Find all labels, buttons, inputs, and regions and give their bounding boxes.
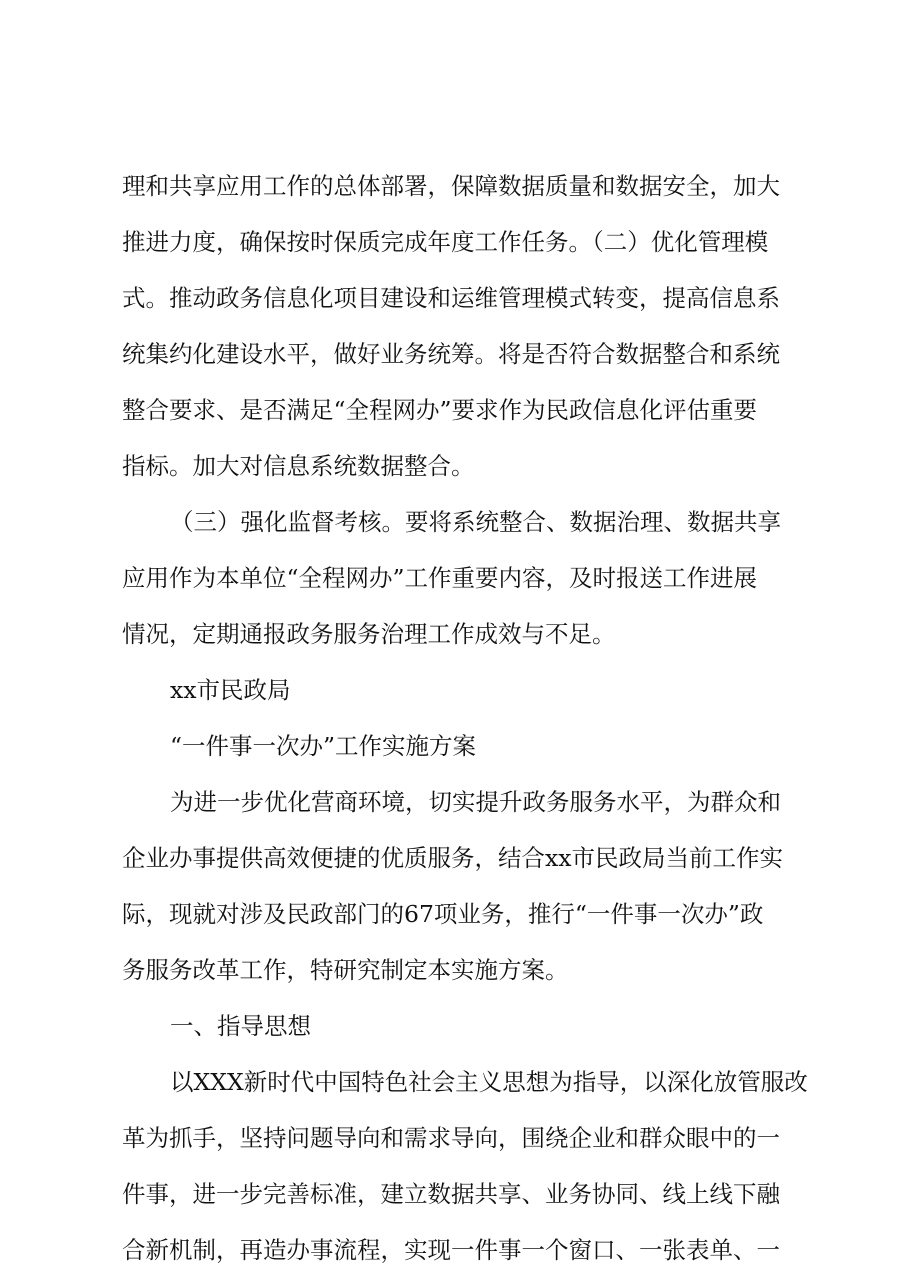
text-line: 以XXX新时代中国特色社会主义思想为指导，以深化放管服改 [170,1068,808,1096]
text-line: 统集约化建设水平，做好业务统筹。将是否符合数据整合和系统 [122,340,780,368]
text-line: 为进一步优化营商环境，切实提升政务服务水平，为群众和 [170,788,781,816]
issuer-line: xx市民政局 [170,676,291,704]
text-line: 推进力度，确保按时保质完成年度工作任务。（二）优化管理模 [122,228,769,256]
text-line: 整合要求、是否满足“全程网办”要求作为民政信息化评估重要 [122,396,758,424]
text-line: 革为抓手，坚持问题导向和需求导向，围绕企业和群众眼中的一 [122,1124,780,1152]
section-heading: 一、指导思想 [170,1012,311,1040]
text-line: 际，现就对涉及民政部门的67项业务，推行“一件事一次办”政 [122,900,764,928]
text-line: 情况，定期通报政务服务治理工作成效与不足。 [122,620,616,648]
section-title: “一件事一次办”工作实施方案 [170,732,477,760]
text-line: 应用作为本单位“全程网办”工作重要内容，及时报送工作进展 [122,564,758,592]
text-line: 合新机制，再造办事流程，实现一件事一个窗口、一张表单、一 [122,1236,780,1264]
text-line: （三）强化监督考核。要将系统整合、数据治理、数据共享 [170,508,781,536]
text-line: 式。推动政务信息化项目建设和运维管理模式转变，提高信息系 [122,284,780,312]
text-line: 务服务改革工作，特研究制定本实施方案。 [122,956,569,984]
text-line: 件事，进一步完善标准，建立数据共享、业务协同、线上线下融 [122,1180,780,1208]
text-line: 指标。加大对信息系统数据整合。 [122,452,475,480]
text-line: 企业办事提供高效便捷的优质服务，结合xx市民政局当前工作实 [122,844,784,872]
text-line: 理和共享应用工作的总体部署，保障数据质量和数据安全，加大 [122,172,780,200]
